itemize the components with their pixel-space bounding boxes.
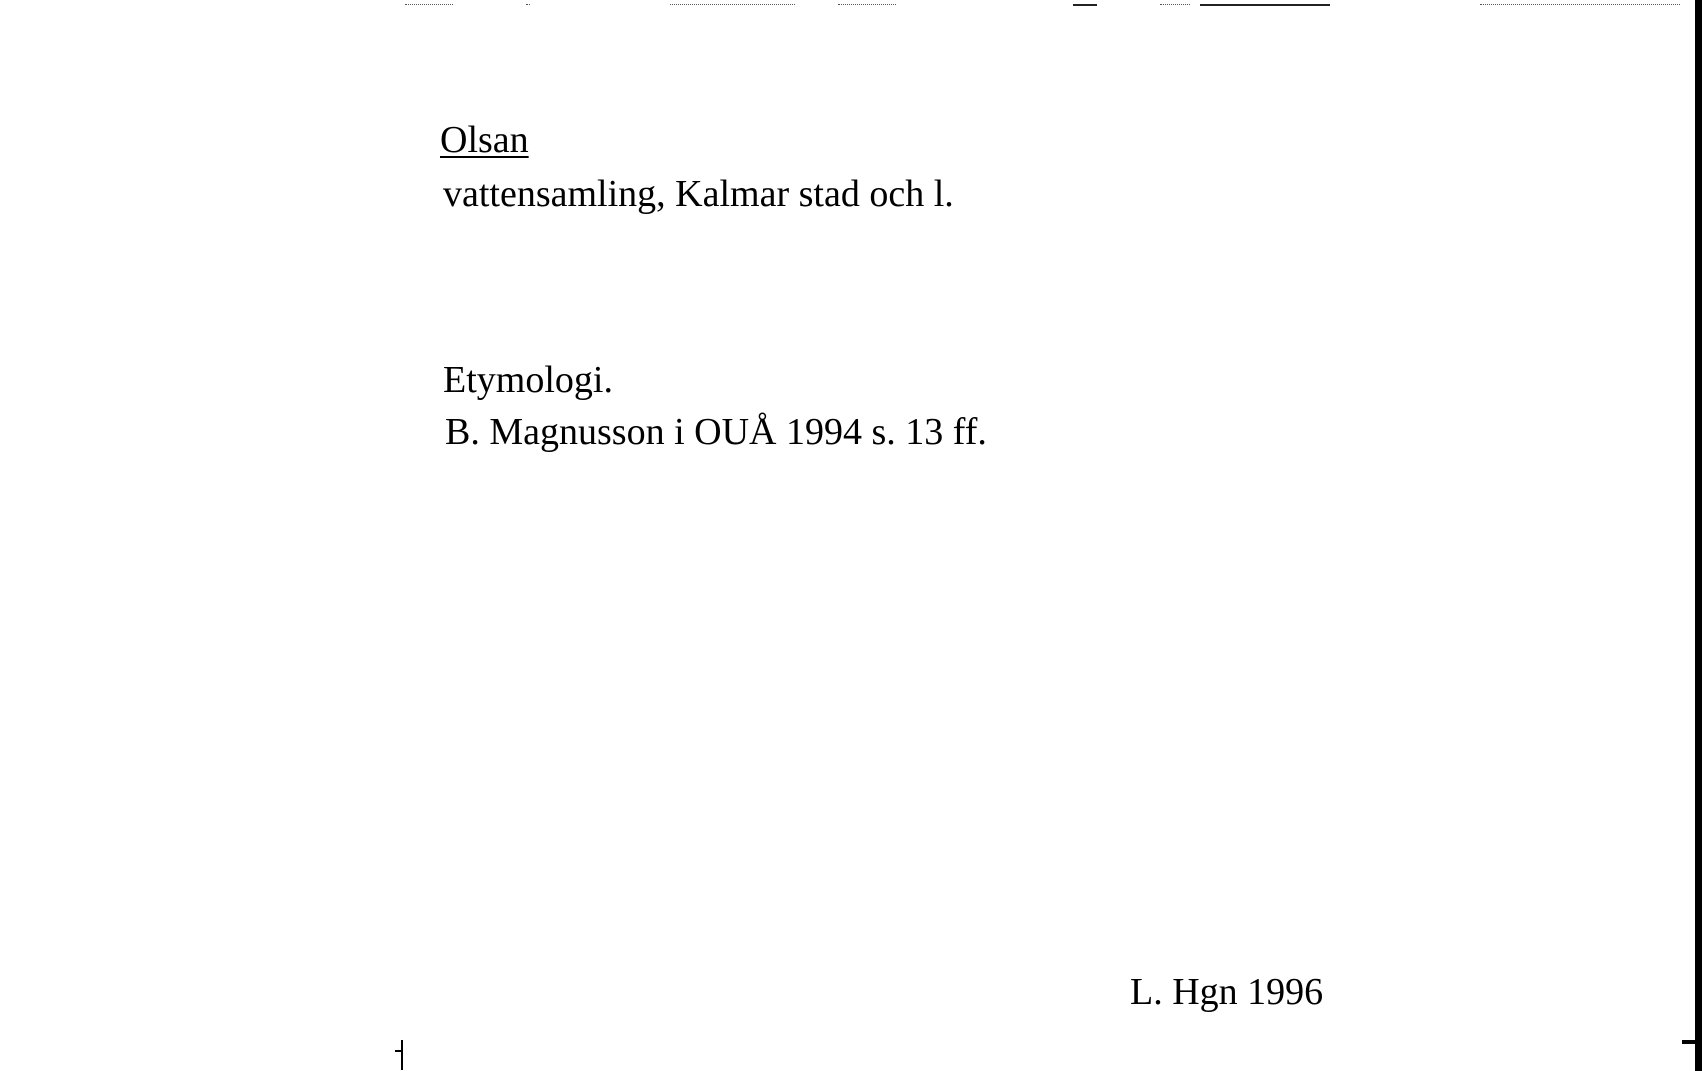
scan-artifact-line: [670, 4, 795, 6]
crop-mark: [401, 1040, 403, 1070]
scan-edge-tick: [1682, 1040, 1696, 1044]
scan-artifact-line: [1073, 4, 1097, 7]
scan-artifact-line: [838, 4, 896, 6]
etymology-reference: B. Magnusson i OUÅ 1994 s. 13 ff.: [445, 411, 987, 453]
headword: Olsan: [440, 119, 529, 161]
definition-text: vattensamling, Kalmar stad och l.: [443, 173, 954, 215]
scan-edge-border: [1695, 0, 1702, 1071]
scan-artifact-line: [405, 4, 453, 6]
scan-artifact-line: [1160, 4, 1190, 6]
etymology-heading: Etymologi.: [443, 359, 613, 401]
signature: L. Hgn 1996: [1130, 971, 1324, 1013]
scan-artifact-line: [1480, 4, 1680, 6]
scan-artifact-line: [526, 4, 530, 6]
scan-artifact-line: [1200, 4, 1330, 7]
